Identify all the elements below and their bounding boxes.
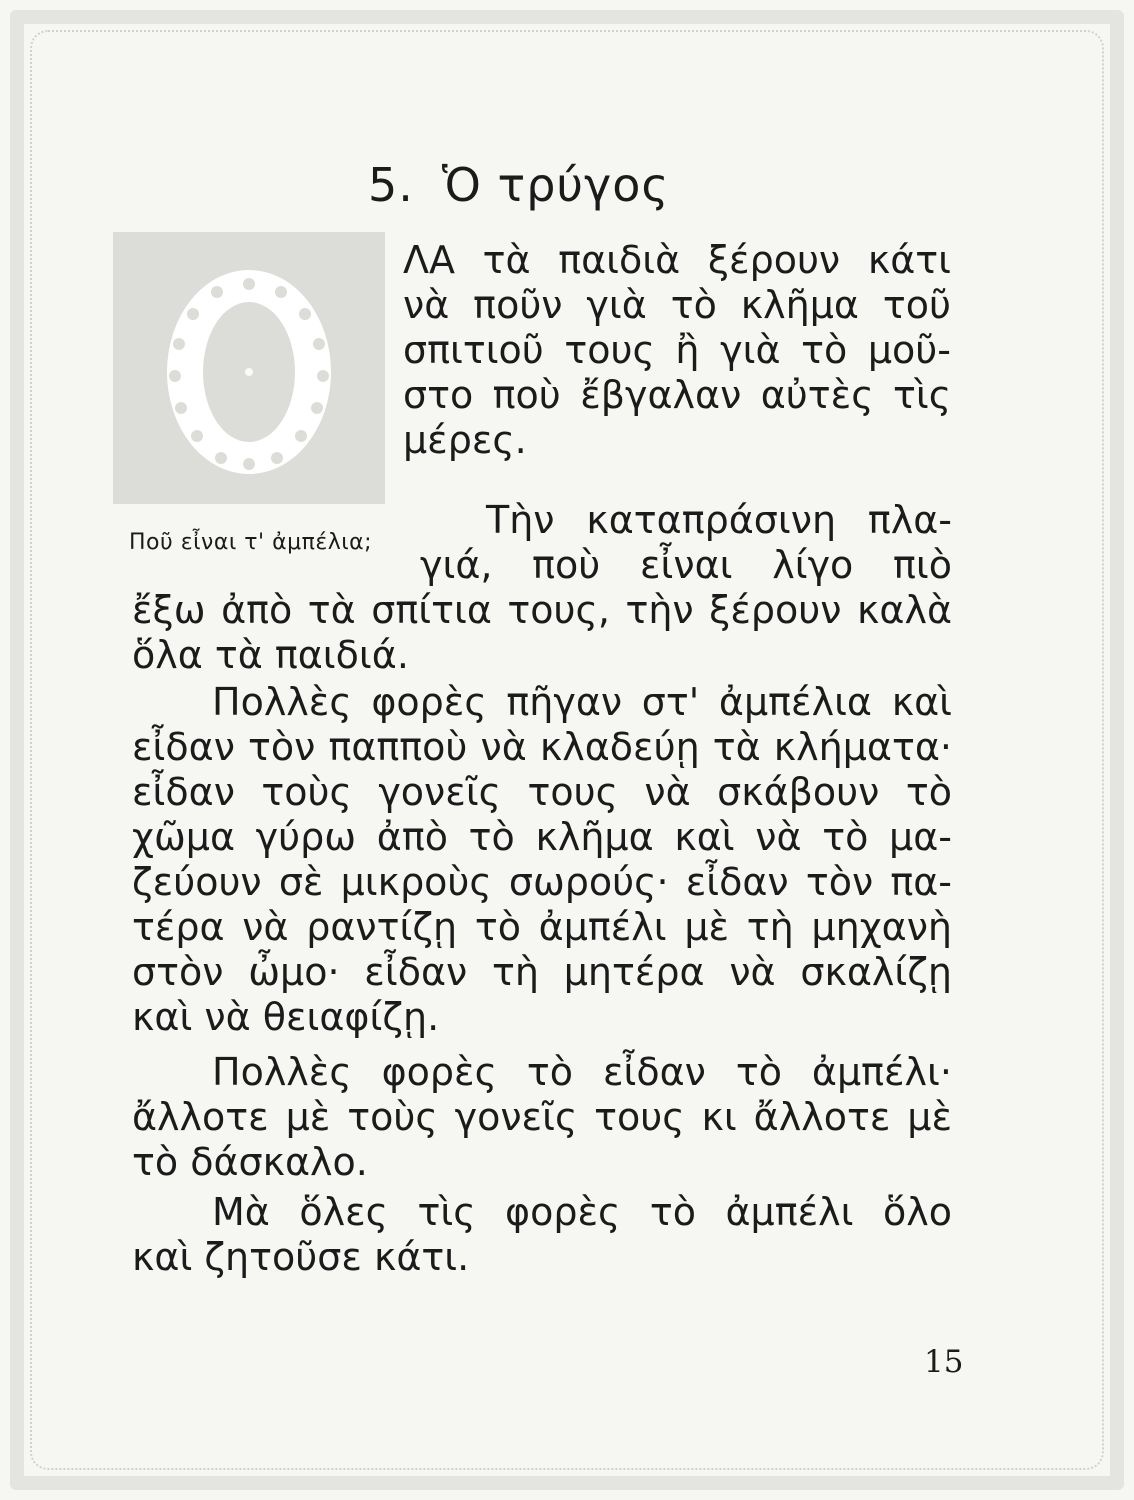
ornamental-initial-icon (113, 232, 385, 504)
chapter-number: 5. (368, 158, 414, 212)
text-line: εἶδαν τὸν παπποὺ νὰ κλαδεύῃ τὰ κλήματα· (132, 725, 952, 769)
text-line: καὶ νὰ θειαφίζῃ. (132, 995, 440, 1039)
text-line: ἄλλοτε μὲ τοὺς γονεῖς τους κι ἄλλοτε μὲ (132, 1095, 952, 1139)
text-line: τέρα νὰ ραντίζῃ τὸ ἀμπέλι μὲ τὴ μηχανὴ (132, 905, 952, 949)
margin-note: Ποῦ εἶναι τ' ἀμπέλια; (129, 530, 373, 555)
text-line: στὸν ὦμο· εἶδαν τὴ μητέρα νὰ σκαλίζῃ (132, 950, 952, 994)
text-line: ὅλα τὰ παιδιά. (132, 633, 409, 677)
paragraph-5-last-line (132, 1235, 469, 1280)
text-line: νὰ ποῦν γιὰ τὸ κλῆμα τοῦ (403, 283, 951, 327)
intro-paragraph (403, 238, 951, 418)
chapter-title (368, 158, 669, 212)
text-line: ΛΑ τὰ παιδιὰ ξέρουν κάτι (403, 238, 951, 282)
paragraph-3-first-line (212, 680, 952, 725)
text-line: καὶ ζητοῦσε κάτι. (132, 1235, 470, 1279)
decorated-initial (113, 232, 385, 504)
text-line: γιά, ποὺ εἶναι λίγο πιὸ (420, 543, 952, 587)
text-line: μέρες. (403, 418, 527, 462)
paragraph-2-last-line (132, 633, 409, 678)
text-line: ζεύουν σὲ μικροὺς σωρούς· εἶδαν τὸν πα- (132, 860, 952, 904)
paragraph-4-body (132, 1095, 952, 1140)
text-line: στο ποὺ ἔβγαλαν αὐτὲς τὶς (403, 373, 951, 417)
intro-paragraph-last-line (403, 418, 527, 463)
text-line: Τὴν καταπράσινη πλα- (486, 498, 952, 542)
chapter-title-text: Ὁ τρύγος (441, 158, 670, 212)
paragraph-4-last-line (132, 1140, 368, 1185)
text-line: εἶδαν τοὺς γονεῖς τους νὰ σκάβουν τὸ (132, 770, 952, 814)
paragraph-5-first-line (212, 1190, 952, 1235)
paragraph-2-body (132, 588, 952, 633)
paragraph-4-first-line (212, 1050, 952, 1095)
paragraph-2-indent (486, 498, 952, 543)
text-line: σπιτιοῦ τους ἢ γιὰ τὸ μοῦ- (403, 328, 951, 372)
text-line: τὸ δάσκαλο. (132, 1140, 368, 1184)
text-line: Μὰ ὅλες τὶς φορὲς τὸ ἀμπέλι ὅλο (212, 1190, 952, 1234)
paragraph-3-last-line (132, 995, 439, 1040)
text-line: ἔξω ἀπὸ τὰ σπίτια τους, τὴν ξέρουν καλὰ (132, 588, 952, 632)
paragraph-2-second-line (420, 543, 952, 588)
text-line: Πολλὲς φορὲς τὸ εἶδαν τὸ ἀμπέλι· (212, 1050, 952, 1094)
text-line: Πολλὲς φορὲς πῆγαν στ' ἀμπέλια καὶ (212, 680, 952, 724)
text-line: χῶμα γύρω ἀπὸ τὸ κλῆμα καὶ νὰ τὸ μα- (132, 815, 952, 859)
paragraph-3-body (132, 725, 952, 995)
page-number: 15 (924, 1344, 964, 1380)
